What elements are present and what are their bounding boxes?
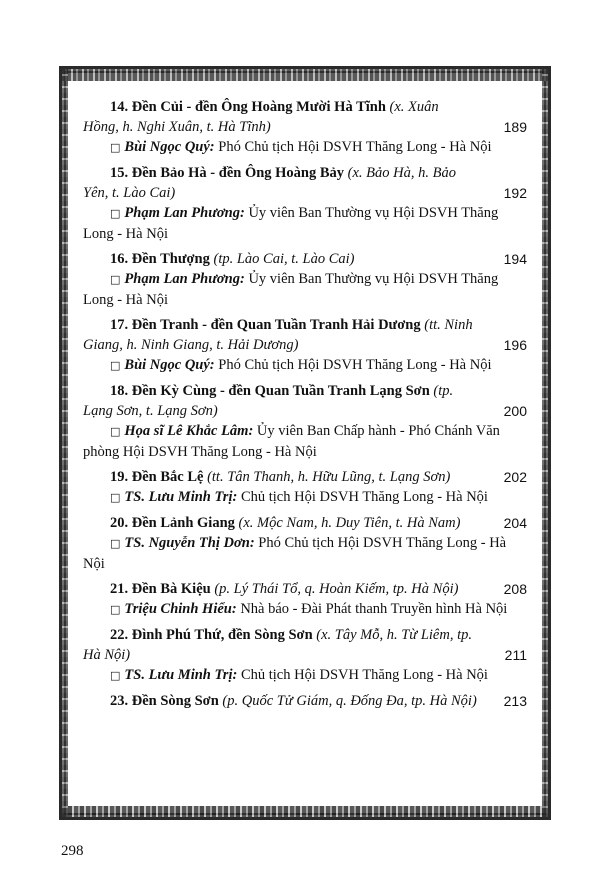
- toc-entry-author-role: Phó Chủ tịch Hội DSVH Thăng Long - Hà Nội: [218, 139, 492, 155]
- toc-entry-author-line: [83, 355, 523, 376]
- toc-entry-title: 16. Đền Thượng: [110, 251, 210, 267]
- toc-entry-author-role: Chủ tịch Hội DSVH Thăng Long - Hà Nội: [240, 489, 488, 505]
- toc-entry-heading: [83, 249, 527, 269]
- toc-entry-title: 14. Đền Củi - đền Ông Hoàng Mười Hà Tĩnh: [110, 99, 386, 115]
- toc-entry-location: (x. Xuân Hồng, h. Nghi Xuân, t. Hà Tĩnh): [83, 99, 439, 135]
- frame-top-border: [62, 69, 548, 81]
- toc-entry-author: Phạm Lan Phương:: [124, 205, 245, 221]
- toc-entry-page: 196: [503, 337, 527, 353]
- toc-entry-heading: [83, 467, 527, 487]
- toc-entry-heading: [83, 625, 527, 665]
- toc-entry-page: 202: [503, 469, 527, 485]
- square-bullet-icon: □: [110, 141, 121, 154]
- toc-entry-heading: [83, 513, 527, 533]
- toc-entry-author-line: [83, 137, 523, 158]
- toc-entry-author-role: Ủy viên Ban Thường vụ Hội DSVH Thăng Long - Hà Nội: [83, 271, 499, 308]
- square-bullet-icon: □: [110, 425, 121, 438]
- toc-entry-page: 194: [503, 251, 527, 267]
- toc-entry-author: Triệu Chinh Hiểu:: [124, 601, 237, 617]
- frame-right-border: [542, 69, 548, 817]
- square-bullet-icon: □: [110, 359, 121, 372]
- toc-entry-author: Bùi Ngọc Quý:: [124, 357, 215, 373]
- toc-entry-author-line: [83, 487, 523, 508]
- toc-entry: [83, 625, 527, 686]
- toc-entry-location: (tt. Ninh Giang, h. Ninh Giang, t. Hải Dương): [83, 317, 473, 353]
- toc-entry-author: TS. Lưu Minh Trị:: [124, 667, 238, 683]
- toc-entry: [83, 579, 527, 620]
- toc-entry-location: (p. Lý Thái Tổ, q. Hoàn Kiếm, tp. Hà Nội): [214, 581, 459, 597]
- toc-entry-author-role: Chủ tịch Hội DSVH Thăng Long - Hà Nội: [240, 667, 488, 683]
- toc-entry: [83, 513, 527, 574]
- toc-entry-author-line: [83, 269, 523, 310]
- toc-entry-location: (x. Bảo Hà, h. Bảo Yên, t. Lào Cai): [83, 165, 456, 201]
- toc-entry-heading: [83, 163, 527, 203]
- toc-entry-heading: [83, 381, 527, 421]
- toc-entry-title: 15. Đền Bảo Hà - đền Ông Hoàng Bảy: [110, 165, 345, 181]
- toc-entry-author: TS. Nguyễn Thị Dơn:: [124, 535, 255, 551]
- toc-entry-title: 18. Đền Kỳ Cùng - đền Quan Tuần Tranh Lạng Sơn: [110, 383, 430, 399]
- square-bullet-icon: □: [110, 603, 121, 616]
- toc-entry-page: 211: [504, 647, 527, 663]
- toc-entry-location: (x. Tây Mỗ, h. Từ Liêm, tp. Hà Nội): [83, 627, 472, 663]
- square-bullet-icon: □: [110, 669, 121, 682]
- toc-entry: [83, 97, 527, 158]
- square-bullet-icon: □: [110, 491, 121, 504]
- toc-entry-title: 20. Đền Lảnh Giang: [110, 515, 235, 531]
- toc-entry-location: (tp. Lạng Sơn, t. Lạng Sơn): [83, 383, 454, 419]
- toc-entry-author-role: Ủy viên Ban Chấp hành - Phó Chánh Văn phòng Hội DSVH Thăng Long - Hà Nội: [83, 423, 500, 460]
- square-bullet-icon: □: [110, 207, 121, 220]
- toc-entry-heading: [83, 691, 527, 711]
- toc-entry-author: Họa sĩ Lê Khắc Lâm:: [124, 423, 254, 439]
- toc-entry-author-role: Phó Chủ tịch Hội DSVH Thăng Long - Hà Nội: [83, 535, 507, 572]
- toc-entry-author-line: [83, 421, 523, 462]
- toc-entry-title: 19. Đền Bắc Lệ: [110, 469, 204, 485]
- frame-bottom-border: [62, 806, 548, 817]
- toc-entry-title: 21. Đền Bà Kiệu: [110, 581, 211, 597]
- toc-entry-author-line: [83, 533, 523, 574]
- toc-entry-author-role: Phó Chủ tịch Hội DSVH Thăng Long - Hà Nội: [218, 357, 492, 373]
- toc-entry-page: 213: [503, 693, 527, 709]
- toc-entry-location: (tp. Lào Cai, t. Lào Cai): [213, 251, 355, 267]
- toc-entry-page: 192: [503, 185, 527, 201]
- toc-entry-author: Phạm Lan Phương:: [124, 271, 245, 287]
- toc-entry-heading: [83, 97, 527, 137]
- toc-entry-title: 17. Đền Tranh - đền Quan Tuần Tranh Hải Dương: [110, 317, 421, 333]
- toc-entry-location: (p. Quốc Tử Giám, q. Đống Đa, tp. Hà Nội): [222, 693, 477, 709]
- toc-entry-author-line: [83, 665, 523, 686]
- frame-left-border: [62, 69, 68, 817]
- square-bullet-icon: □: [110, 273, 121, 286]
- toc-entry-title: 23. Đền Sòng Sơn: [110, 693, 219, 709]
- toc-entry-location: (tt. Tân Thanh, h. Hữu Lũng, t. Lạng Sơn): [207, 469, 451, 485]
- toc-entry: [83, 467, 527, 508]
- toc-entry-page: 204: [503, 515, 527, 531]
- toc-entry: [83, 381, 527, 462]
- table-of-contents: [83, 97, 527, 711]
- toc-entry-author-role: Ủy viên Ban Thường vụ Hội DSVH Thăng Long - Hà Nội: [83, 205, 499, 242]
- page-number: 298: [61, 843, 84, 859]
- toc-entry-location: (x. Mộc Nam, h. Duy Tiên, t. Hà Nam): [238, 515, 461, 531]
- toc-entry-page: 200: [503, 403, 527, 419]
- toc-entry: [83, 163, 527, 244]
- toc-entry-heading: [83, 315, 527, 355]
- toc-entry: [83, 249, 527, 310]
- toc-entry-author-role: Nhà báo - Đài Phát thanh Truyền hình Hà Nội: [240, 601, 508, 617]
- toc-entry-heading: [83, 579, 527, 599]
- toc-entry: [83, 691, 527, 711]
- decorative-page-frame: [59, 66, 551, 820]
- toc-entry-author-line: [83, 599, 523, 620]
- toc-entry-author-line: [83, 203, 523, 244]
- toc-entry-author: Bùi Ngọc Quý:: [124, 139, 215, 155]
- toc-entry: [83, 315, 527, 376]
- toc-entry-title: 22. Đình Phú Thứ, đền Sòng Sơn: [110, 627, 313, 643]
- toc-entry-author: TS. Lưu Minh Trị:: [124, 489, 238, 505]
- toc-entry-page: 208: [503, 581, 527, 597]
- toc-entry-page: 189: [503, 119, 527, 135]
- square-bullet-icon: □: [110, 537, 121, 550]
